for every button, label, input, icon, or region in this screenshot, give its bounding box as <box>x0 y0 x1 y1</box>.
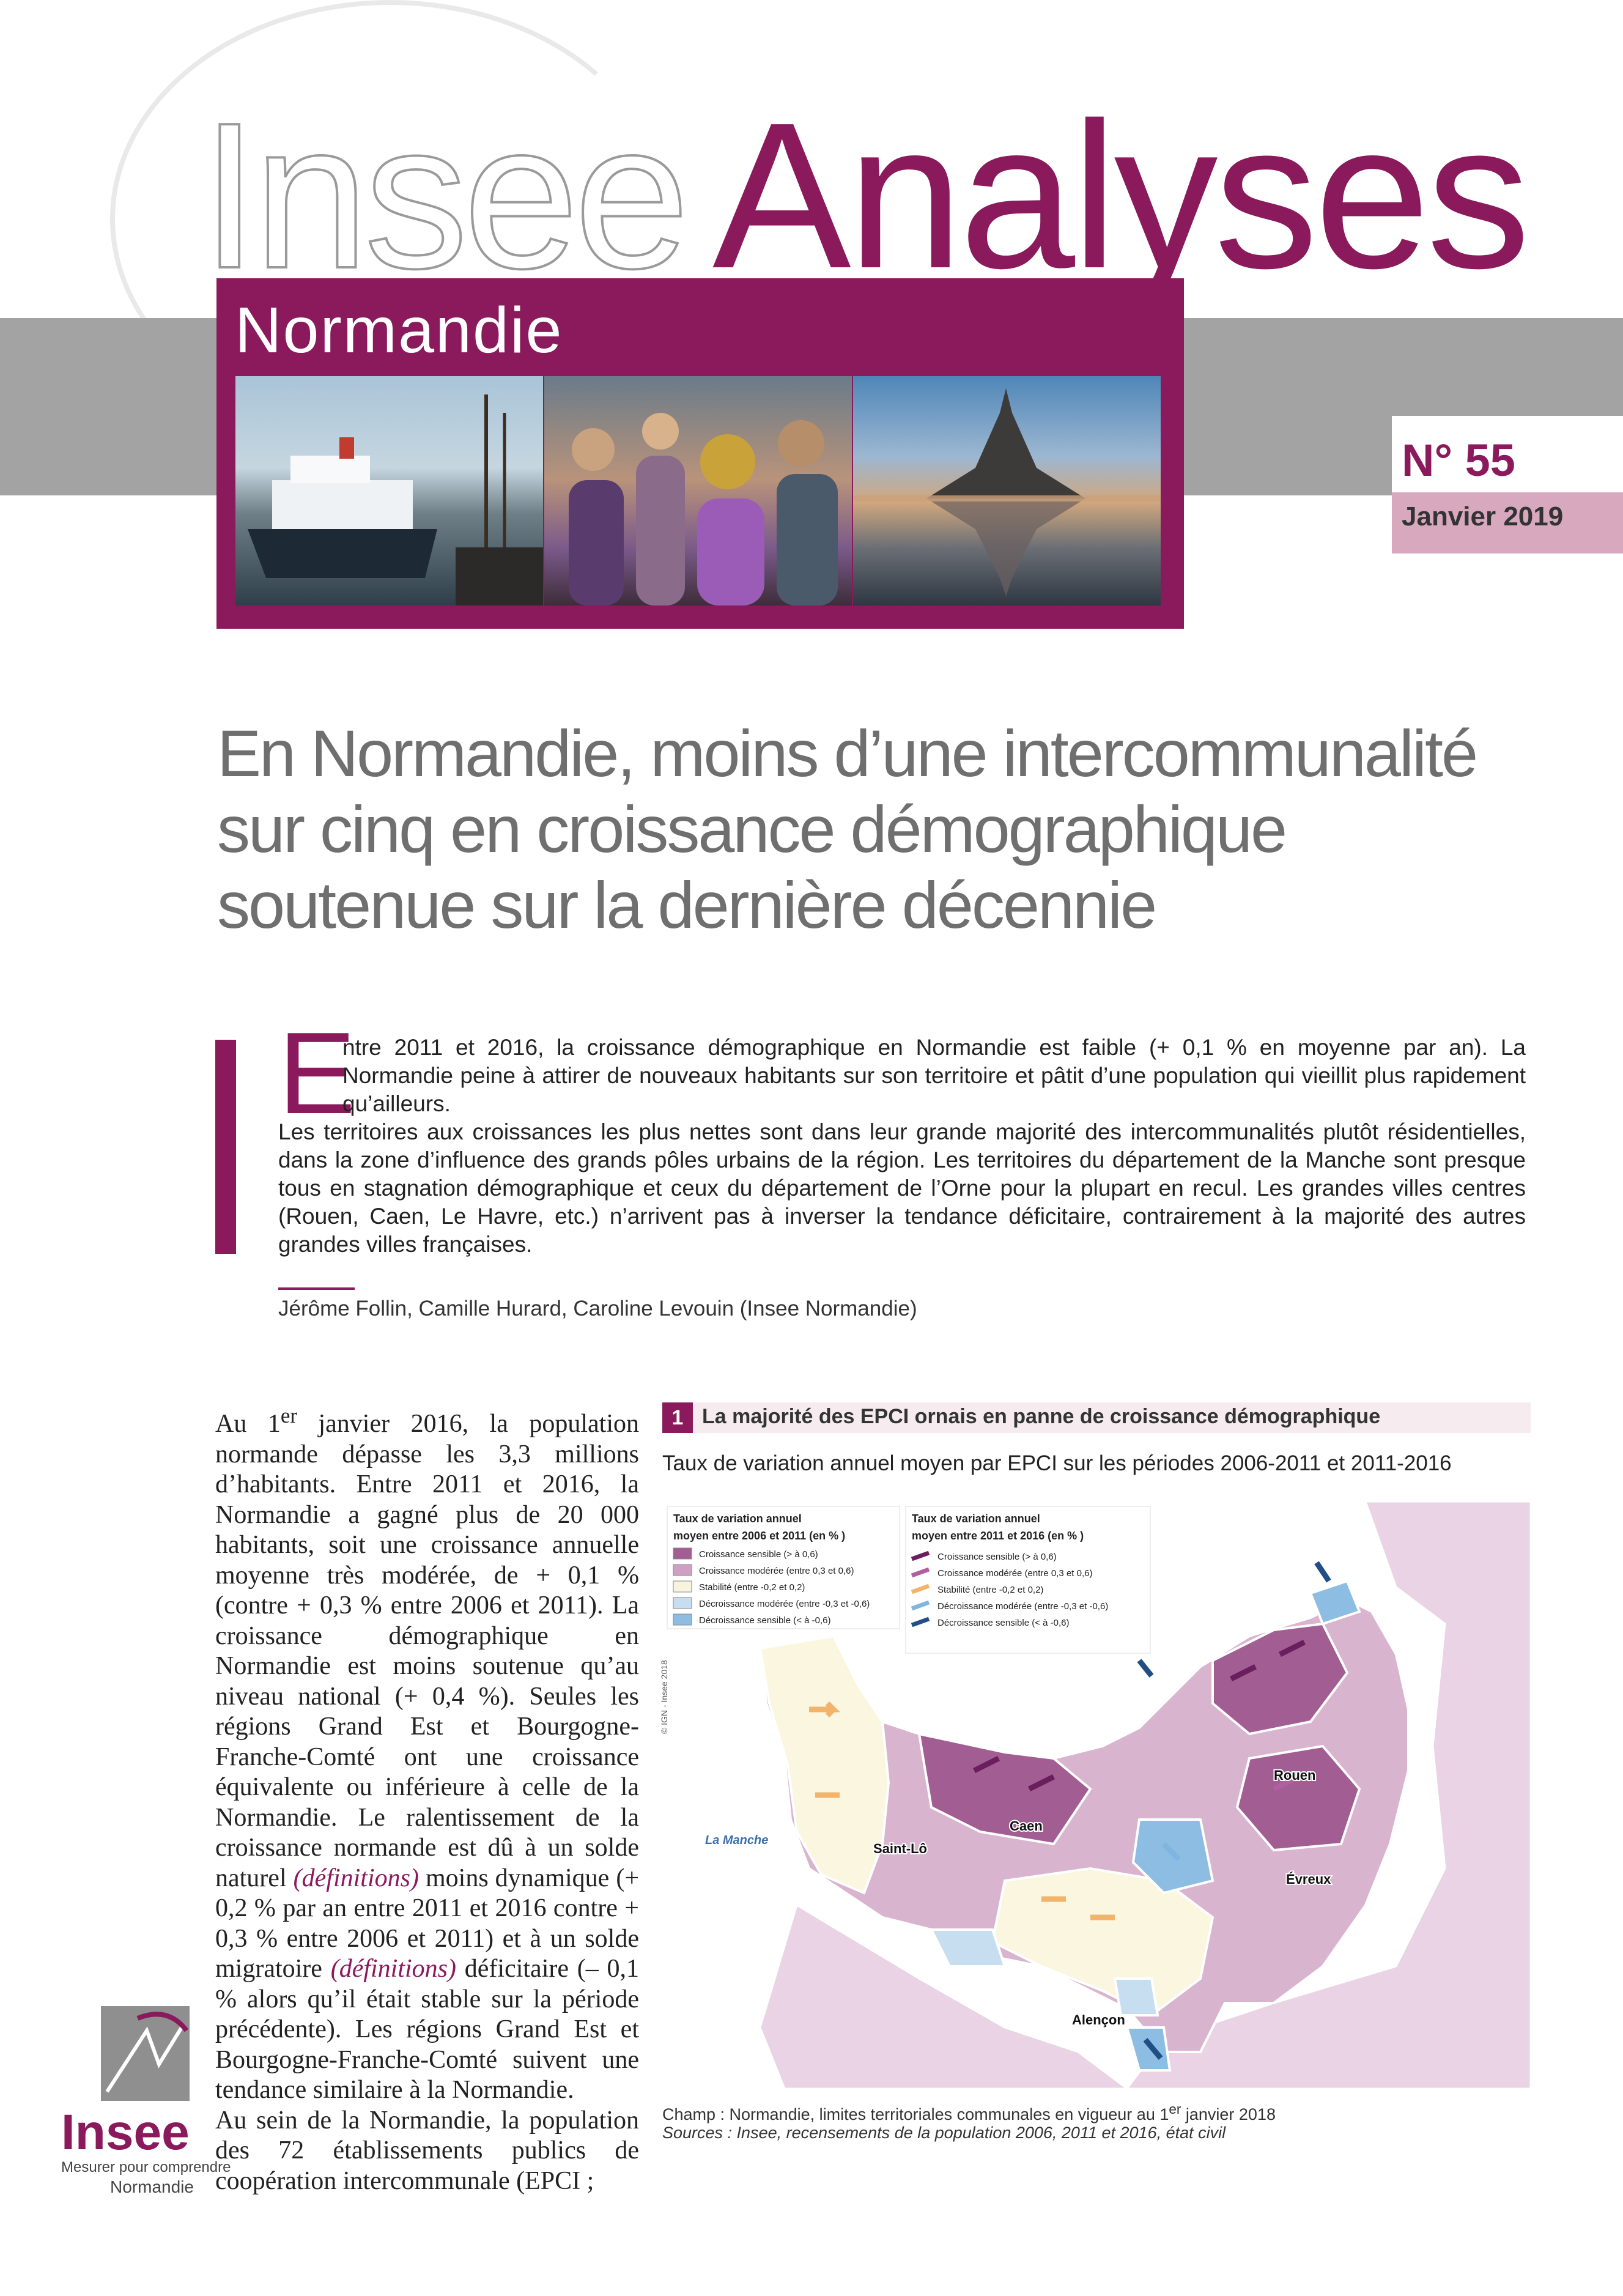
body-text: moins dynamique (+ 0,2 % par an entre 2011 et 2016 contre + 0,3 % entre 2006 et 2011) et à un solde migratoire <box>215 1864 639 1983</box>
epci-map <box>659 1502 1531 2089</box>
legend-swatch <box>673 1614 692 1625</box>
sea-label: La Manche <box>705 1834 769 1847</box>
intro-paragraph-2: Les territoires aux croissances les plus nettes sont dans leur grande majorité des intercommunalités plutôt résidentielles, dans la zone d’influence des grands pôles urbains de la région. Les territoires du département de la Manche sont presque tous en stagnation démographique et ceux du département de l’Orne pour la plupart en recul. Les grandes villes centres (Rouen, Caen, Le Havre, etc.) n’arrivent pas à inverser la tendance déficitaire, contrairement à la majorité des autres grandes villes françaises. <box>278 1119 1526 1257</box>
legend-swatch <box>673 1598 692 1609</box>
legend-swatch <box>673 1548 692 1559</box>
figure-subtitle: Taux de variation annuel moyen par EPCI sur les périodes 2006-2011 et 2011-2016 <box>662 1451 1452 1475</box>
legend-label: Décroissance sensible (< à -0,6) <box>699 1615 831 1626</box>
publication-title-insee: Insee <box>201 80 685 312</box>
legend-swatch <box>673 1565 692 1576</box>
insee-logo-tagline: Mesurer pour comprendre <box>61 2159 231 2176</box>
legend-swatch <box>673 1581 692 1592</box>
insee-logo-word: Insee <box>61 2105 190 2160</box>
insee-logo-region: Normandie <box>110 2177 194 2196</box>
city-label: Rouen <box>1274 1768 1316 1783</box>
champ-text: Champ : Normandie, limites territoriales communales en vigueur au 1 <box>662 2105 1169 2124</box>
photo-ferry-harbour <box>235 376 543 605</box>
legend-label: Croissance sensible (> à 0,6) <box>937 1552 1057 1562</box>
legend-2006-2011 <box>667 1506 900 1629</box>
figure-champ <box>662 2102 1276 2124</box>
legend-label: Croissance modérée (entre 0,3 et 0,6) <box>699 1566 854 1576</box>
legend-left-title-1: Taux de variation annuel <box>673 1513 802 1525</box>
city-label: Évreux <box>1286 1872 1331 1887</box>
body-text: janvier 2016, la population normande dépasse les 3,3 millions d’habitants. Entre 2011 et 2016, la Normandie a gagné plus de 20 000 habitants, soit une croissance annuelle moyenne très modérée, de + 0,1 % (contre + 0,3 % entre 2006 et 2011). La croissance démographique en Normandie est moins soutenue qu’au niveau national (+ 0,4 %). Seules les régions Grand Est et Bourgogne-Franche-Comté ont une croissance équivalente ou inférieure à celle de la Normandie. Le ralentissement de la croissance normande est dû à un solde naturel <box>215 1410 639 1892</box>
headline-line-1: En Normandie, moins d’une intercommunalité <box>217 716 1477 790</box>
region-label: Normandie <box>235 294 563 366</box>
headline-line-2: sur cinq en croissance démographique <box>217 792 1286 866</box>
champ-text: janvier 2018 <box>1181 2105 1276 2124</box>
city-label: Caen <box>1010 1818 1043 1834</box>
article-headline <box>217 716 1562 943</box>
legend-2011-2016 <box>906 1506 1150 1653</box>
legend-left-title-2: moyen entre 2006 et 2011 (en % ) <box>673 1530 846 1542</box>
legend-label: Croissance modérée (entre 0,3 et 0,6) <box>937 1568 1093 1579</box>
authors: Jérôme Follin, Camille Hurard, Caroline Levouin (Insee Normandie) <box>278 1297 917 1320</box>
legend-label: Stabilité (entre -0,2 et 0,2) <box>937 1585 1044 1595</box>
definitions-link[interactable]: (définitions) <box>293 1864 419 1892</box>
body-text: déficitaire (– 0,1 % alors qu’il était stable sur la période précédente). Les régions Grand Est et Bourgogne-Franche-Comté suivent une tendance similaire à la Normandie. <box>215 1955 640 2104</box>
figure-sources: Sources : Insee, recensements de la population 2006, 2011 et 2016, état civil <box>662 2124 1226 2142</box>
insee-logo-mark <box>101 2006 190 2101</box>
intro-text <box>278 1034 1526 1259</box>
authors-rule <box>278 1287 355 1290</box>
photo-mont-saint-michel <box>853 376 1161 605</box>
headline-line-3: soutenue sur la dernière décennie <box>217 868 1156 942</box>
city-label: Saint-Lô <box>873 1841 927 1856</box>
legend-label: Croissance sensible (> à 0,6) <box>699 1549 818 1560</box>
publication-title-analyses: Analyses <box>712 80 1527 312</box>
issue-number: N° 55 <box>1402 435 1515 486</box>
legend-label: Décroissance sensible (< à -0,6) <box>937 1618 1070 1628</box>
intro-paragraph-1: ntre 2011 et 2016, la croissance démographique en Normandie est faible (+ 0,1 % en moyenne par an). La Normandie peine à attirer de nouveaux habitants sur son territoire et pâtit d’une population qui vieillit plus rapidement qu’ailleurs. <box>342 1035 1526 1116</box>
legend-label: Décroissance modérée (entre -0,3 et -0,6) <box>699 1599 870 1609</box>
city-label: Alençon <box>1072 2012 1125 2028</box>
intro-dropcap: E <box>278 1009 356 1138</box>
figure-title: La majorité des EPCI ornais en panne de croissance démographique <box>702 1405 1381 1428</box>
figure-number: 1 <box>662 1402 693 1433</box>
legend-right-title-1: Taux de variation annuel <box>912 1513 1040 1525</box>
epci-alencon <box>1115 1979 1158 2015</box>
legend-label: Stabilité (entre -0,2 et 0,2) <box>699 1582 805 1593</box>
body-text: Au 1 <box>215 1410 281 1438</box>
legend-right-title-2: moyen entre 2011 et 2016 (en % ) <box>912 1530 1084 1542</box>
issue-date: Janvier 2019 <box>1402 502 1564 531</box>
intro-accent-bar <box>215 1040 236 1254</box>
body-paragraph-2: Au sein de la Normandie, la population des 72 établissements publics de coopération intercommunale (EPCI ; <box>215 2106 639 2195</box>
body-superscript: er <box>280 1404 298 1428</box>
body-column <box>215 1401 639 2196</box>
legend-label: Décroissance modérée (entre -0,3 et -0,6) <box>937 1601 1109 1612</box>
map-copyright: © IGN - Insee 2018 <box>659 1660 669 1734</box>
champ-superscript: er <box>1169 2102 1181 2117</box>
body-paragraph-1 <box>215 1401 639 2106</box>
definitions-link[interactable]: (définitions) <box>330 1955 457 1983</box>
photo-crowd <box>544 376 852 605</box>
